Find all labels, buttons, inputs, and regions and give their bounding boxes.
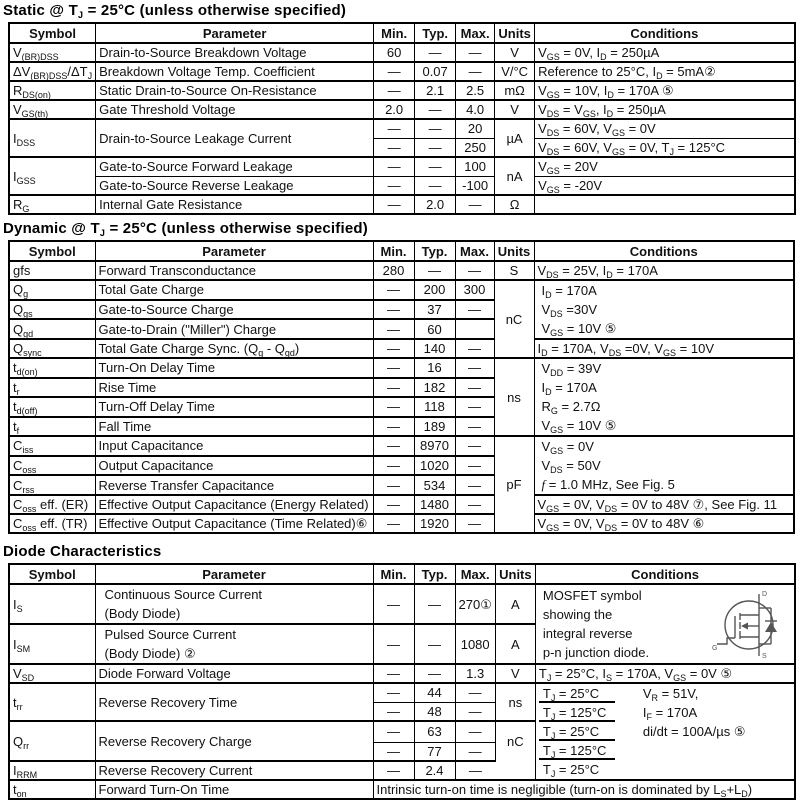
max-cell: — bbox=[455, 702, 495, 721]
column-header-min: Min. bbox=[374, 23, 415, 43]
typ-cell: 16 bbox=[414, 358, 455, 378]
parameter-cell: Drain-to-Source Breakdown Voltage bbox=[96, 43, 374, 62]
table-row bbox=[9, 514, 794, 533]
max-cell: — bbox=[455, 378, 494, 398]
conditions-cell: $I_D = 170A$, $V_{DS} =0V$, $V_{GS} = 10V$ bbox=[534, 339, 794, 358]
max-cell: — bbox=[455, 514, 494, 533]
typ-cell: 0.07 bbox=[415, 62, 456, 81]
parameter-line: (Body Diode) ② bbox=[104, 646, 196, 661]
max-cell: — bbox=[455, 358, 494, 378]
typ-cell: 1920 bbox=[414, 514, 455, 533]
parameter-cell: Drain-to-Source Leakage Current bbox=[96, 119, 374, 157]
symbol-cell: gfs bbox=[9, 261, 95, 280]
min-cell: — bbox=[373, 436, 414, 456]
max-cell: — bbox=[455, 261, 494, 280]
dynamic-header-row bbox=[9, 241, 794, 261]
section-title-diode: Diode Characteristics bbox=[3, 543, 162, 560]
parameter-cell: Total Gate Charge bbox=[95, 280, 373, 300]
table-row bbox=[9, 43, 795, 62]
max-cell: — bbox=[456, 62, 495, 81]
units-cell: mΩ bbox=[495, 81, 535, 100]
conditions-cell bbox=[535, 195, 795, 214]
symbol-cell: $Q_{sync}$ bbox=[9, 339, 95, 358]
parameter-cell: Reverse Transfer Capacitance bbox=[95, 475, 373, 495]
parameter-cell bbox=[95, 584, 373, 624]
units-cell: V bbox=[495, 664, 535, 683]
column-header-conditions: Conditions bbox=[535, 564, 795, 584]
max-cell: — bbox=[455, 475, 494, 495]
parameter-cell: Turn-Off Delay Time bbox=[95, 397, 373, 417]
units-cell: S bbox=[494, 261, 534, 280]
max-cell bbox=[455, 319, 494, 339]
conditions-cell: $V_{GS} = -20V$ bbox=[535, 176, 795, 195]
typ-cell: — bbox=[414, 624, 455, 664]
symbol-cell: $Q_{rr}$ bbox=[9, 721, 95, 761]
min-cell: — bbox=[373, 584, 414, 624]
max-cell: — bbox=[455, 300, 494, 320]
symbol-cell: $t_{d(off)}$ bbox=[9, 397, 95, 417]
parameter-cell: Reverse Recovery Current bbox=[95, 761, 373, 780]
min-cell: — bbox=[373, 319, 414, 339]
symbol-cell: $t_{d(on)}$ bbox=[9, 358, 95, 378]
dynamic-table bbox=[8, 240, 795, 534]
condition-line: $V_{DS} =30V$ bbox=[541, 302, 598, 319]
max-cell: — bbox=[455, 456, 494, 476]
max-cell: — bbox=[455, 742, 495, 761]
column-header-parameter: Parameter bbox=[95, 241, 373, 261]
mosfet-s-label: S bbox=[762, 653, 768, 660]
typ-cell: 182 bbox=[414, 378, 455, 398]
min-cell: — bbox=[373, 664, 414, 683]
condition-line: f = 1.0 MHz, See Fig. 5 bbox=[541, 477, 675, 492]
min-cell: — bbox=[373, 624, 414, 664]
parameter-cell: Rise Time bbox=[95, 378, 373, 398]
condition-line: $R_G = 2.7\Omega$ bbox=[541, 399, 601, 416]
typ-cell: — bbox=[414, 664, 455, 683]
parameter-cell: Gate-to-Source Forward Leakage bbox=[96, 157, 374, 176]
max-cell: — bbox=[455, 417, 494, 437]
parameter-cell: Breakdown Voltage Temp. Coefficient bbox=[96, 62, 374, 81]
min-cell: — bbox=[374, 176, 415, 195]
datasheet-page bbox=[0, 2, 800, 799]
min-cell: — bbox=[373, 456, 414, 476]
parameter-cell: Input Capacitance bbox=[95, 436, 373, 456]
units-cell: ns bbox=[495, 683, 535, 721]
parameter-cell: Gate-to-Source Charge bbox=[95, 300, 373, 320]
column-header-typ: Typ. bbox=[414, 241, 455, 261]
typ-cell: 2.4 bbox=[414, 761, 455, 780]
symbol-cell: $t_r$ bbox=[9, 378, 95, 398]
symbol-cell: $C_{oss}$ bbox=[9, 456, 95, 476]
typ-cell: 63 bbox=[414, 721, 455, 742]
static-header-row bbox=[9, 23, 795, 43]
condition-line: $V_R = 51V$, bbox=[642, 686, 699, 703]
min-cell: — bbox=[374, 119, 415, 138]
column-header-max: Max. bbox=[456, 23, 495, 43]
conditions-cell: $V_{GS} = 10V$, $I_D = 170A$ ⑤ bbox=[535, 81, 795, 100]
max-cell: — bbox=[455, 339, 494, 358]
conditions-cell: $T_J = 25^\circ C$, $I_S = 170A$, $V_{GS} = 0V$ ⑤ bbox=[535, 664, 795, 683]
table-row bbox=[9, 436, 794, 456]
typ-cell: — bbox=[415, 100, 456, 119]
table-row bbox=[9, 280, 794, 300]
min-cell: — bbox=[374, 81, 415, 100]
table-row bbox=[9, 119, 795, 138]
parameter-cell: Effective Output Capacitance (Energy Related) bbox=[95, 495, 373, 514]
min-cell: — bbox=[373, 475, 414, 495]
typ-cell: 200 bbox=[414, 280, 455, 300]
symbol-cell: $\Delta V_{(BR)DSS}/\Delta T_J$ bbox=[9, 62, 96, 81]
parameter-cell: Fall Time bbox=[95, 417, 373, 437]
min-cell: — bbox=[373, 300, 414, 320]
conditions-cell bbox=[534, 280, 794, 339]
recovery-conditions bbox=[539, 684, 792, 779]
typ-cell: 140 bbox=[414, 339, 455, 358]
min-cell: 280 bbox=[373, 261, 414, 280]
table-row bbox=[9, 495, 794, 514]
parameter-cell: Gate-to-Source Reverse Leakage bbox=[96, 176, 374, 195]
units-cell: A bbox=[495, 584, 535, 624]
min-cell: — bbox=[374, 195, 415, 214]
units-cell: µA bbox=[495, 119, 535, 157]
condition-line: MOSFET symbol bbox=[542, 588, 642, 603]
typ-cell: — bbox=[414, 584, 455, 624]
condition-line: showing the bbox=[542, 607, 613, 622]
min-cell: 60 bbox=[374, 43, 415, 62]
column-header-min: Min. bbox=[373, 241, 414, 261]
recovery-shared-conditions bbox=[643, 684, 746, 741]
symbol-cell: $V_{GS(th)}$ bbox=[9, 100, 96, 119]
condition-line: $T_J = 25^\circ C$ bbox=[539, 684, 615, 703]
max-cell: — bbox=[456, 43, 495, 62]
max-cell: 250 bbox=[456, 138, 495, 157]
conditions-cell: $V_{DS} = 60V$, $V_{GS} = 0V$ bbox=[535, 119, 795, 138]
table-row bbox=[9, 157, 795, 176]
units-cell: pF bbox=[494, 436, 534, 533]
parameter-cell: Diode Forward Voltage bbox=[95, 664, 373, 683]
conditions-cell: Reference to 25°C, $I_D$ = 5mA② bbox=[535, 62, 795, 81]
min-cell: — bbox=[373, 721, 414, 742]
units-cell: A bbox=[495, 624, 535, 664]
min-cell: — bbox=[373, 378, 414, 398]
parameter-cell: Internal Gate Resistance bbox=[96, 195, 374, 214]
max-cell: — bbox=[455, 721, 495, 742]
parameter-cell: Reverse Recovery Charge bbox=[95, 721, 373, 761]
min-cell: — bbox=[373, 702, 414, 721]
table-row bbox=[9, 81, 795, 100]
condition-line: integral reverse bbox=[542, 626, 633, 641]
typ-cell: — bbox=[415, 176, 456, 195]
table-row bbox=[9, 261, 794, 280]
typ-cell: 44 bbox=[414, 683, 455, 702]
parameter-line: (Body Diode) bbox=[104, 606, 181, 621]
symbol-cell: $C_{rss}$ bbox=[9, 475, 95, 495]
min-cell: 2.0 bbox=[374, 100, 415, 119]
parameter-cell: Forward Turn-On Time bbox=[95, 780, 373, 799]
units-cell: V bbox=[495, 43, 535, 62]
min-cell: — bbox=[373, 742, 414, 761]
condition-line: $V_{GS} = 0V$ bbox=[541, 439, 594, 456]
typ-cell: 48 bbox=[414, 702, 455, 721]
symbol-cell: $Q_g$ bbox=[9, 280, 95, 300]
min-cell: — bbox=[374, 62, 415, 81]
symbol-cell: $C_{iss}$ bbox=[9, 436, 95, 456]
symbol-cell: $C_{oss}$ eff. (TR) bbox=[9, 514, 95, 533]
units-cell: nC bbox=[495, 721, 535, 761]
min-cell: — bbox=[373, 417, 414, 437]
units-cell: Ω bbox=[495, 195, 535, 214]
max-cell: — bbox=[455, 397, 494, 417]
typ-cell: 37 bbox=[414, 300, 455, 320]
conditions-cell: $V_{GS} = 0V$, $V_{DS} = 0V$ to 48V ⑥ bbox=[534, 514, 794, 533]
condition-line: $T_J = 125^\circ C$ bbox=[539, 703, 615, 722]
table-row bbox=[9, 100, 795, 119]
table-row bbox=[9, 62, 795, 81]
condition-line: $I_F = 170A$ bbox=[642, 705, 698, 722]
condition-line: $V_{DS} = 50V$ bbox=[541, 458, 601, 475]
column-header-min: Min. bbox=[373, 564, 414, 584]
symbol-cell: $t_f$ bbox=[9, 417, 95, 437]
max-cell: -100 bbox=[456, 176, 495, 195]
table-row bbox=[9, 339, 794, 358]
typ-cell: — bbox=[415, 157, 456, 176]
max-cell: 300 bbox=[455, 280, 494, 300]
symbol-cell: $V_{(BR)DSS}$ bbox=[9, 43, 96, 62]
diode-table bbox=[8, 563, 796, 800]
parameter-line: Pulsed Source Current bbox=[104, 627, 237, 642]
column-header-conditions: Conditions bbox=[535, 23, 795, 43]
typ-cell: — bbox=[415, 43, 456, 62]
condition-line: $V_{GS} = 10V$ ⑤ bbox=[541, 418, 617, 435]
conditions-cell bbox=[534, 358, 794, 436]
units-cell: V bbox=[495, 100, 535, 119]
units-cell: ns bbox=[494, 358, 534, 436]
typ-cell: — bbox=[415, 138, 456, 157]
min-cell: — bbox=[373, 495, 414, 514]
units-cell: nA bbox=[495, 157, 535, 195]
typ-cell: 1020 bbox=[414, 456, 455, 476]
max-cell: 4.0 bbox=[456, 100, 495, 119]
max-cell: — bbox=[455, 436, 494, 456]
parameter-cell: Output Capacitance bbox=[95, 456, 373, 476]
units-cell: V/°C bbox=[495, 62, 535, 81]
table-row bbox=[9, 683, 795, 702]
max-cell: 2.5 bbox=[456, 81, 495, 100]
column-header-units: Units bbox=[495, 23, 535, 43]
column-header-units: Units bbox=[494, 241, 534, 261]
condition-line: $V_{GS} = 10V$ ⑤ bbox=[541, 321, 617, 338]
table-row bbox=[9, 664, 795, 683]
column-header-max: Max. bbox=[455, 564, 495, 584]
conditions-cell: $V_{DS} = V_{GS}$, $I_D = 250\mu A$ bbox=[535, 100, 795, 119]
symbol-cell: $I_{RRM}$ bbox=[9, 761, 95, 780]
min-cell: — bbox=[373, 761, 414, 780]
conditions-cell: $V_{GS} = 0V$, $I_D = 250\mu A$ bbox=[535, 43, 795, 62]
table-row bbox=[9, 358, 794, 378]
symbol-cell: $Q_{gs}$ bbox=[9, 300, 95, 320]
min-cell: — bbox=[373, 339, 414, 358]
typ-cell: 118 bbox=[414, 397, 455, 417]
column-header-typ: Typ. bbox=[415, 23, 456, 43]
symbol-cell: $V_{SD}$ bbox=[9, 664, 95, 683]
column-header-symbol: Symbol bbox=[9, 23, 96, 43]
symbol-cell: $t_{rr}$ bbox=[9, 683, 95, 721]
condition-line: $T_J = 25^\circ C$ bbox=[542, 762, 600, 779]
min-cell: — bbox=[374, 138, 415, 157]
table-row bbox=[9, 195, 795, 214]
min-cell: — bbox=[373, 683, 414, 702]
mosfet-d-label: D bbox=[762, 591, 768, 598]
section-title-dynamic: Dynamic @ $T_J = 25^\circ C$ (unless otherwise specified) bbox=[3, 220, 368, 238]
mosfet-g-label: G bbox=[712, 645, 718, 652]
body-diode-note bbox=[539, 586, 792, 662]
conditions-cell bbox=[535, 683, 795, 780]
symbol-cell: $I_{GSS}$ bbox=[9, 157, 96, 195]
diode-header-row bbox=[9, 564, 795, 584]
static-table bbox=[8, 22, 796, 215]
column-header-parameter: Parameter bbox=[96, 23, 374, 43]
parameter-cell: Effective Output Capacitance (Time Related)⑥ bbox=[95, 514, 373, 533]
max-cell: — bbox=[455, 495, 494, 514]
symbol-cell: $t_{on}$ bbox=[9, 780, 95, 799]
conditions-cell: $V_{GS} = 20V$ bbox=[535, 157, 795, 176]
min-cell: — bbox=[374, 157, 415, 176]
parameter-cell: Reverse Recovery Time bbox=[95, 683, 373, 721]
parameter-line: Continuous Source Current bbox=[104, 587, 263, 602]
typ-cell: 1480 bbox=[414, 495, 455, 514]
condition-line: $V_{DD} = 39V$ bbox=[541, 361, 602, 378]
typ-cell: 534 bbox=[414, 475, 455, 495]
min-cell: — bbox=[373, 358, 414, 378]
typ-cell: 8970 bbox=[414, 436, 455, 456]
typ-cell: 189 bbox=[414, 417, 455, 437]
typ-cell: 2.0 bbox=[415, 195, 456, 214]
column-header-conditions: Conditions bbox=[534, 241, 794, 261]
typ-cell: 2.1 bbox=[415, 81, 456, 100]
condition-line: di/dt = 100A/µs ⑤ bbox=[642, 724, 746, 739]
parameter-cell: Gate Threshold Voltage bbox=[96, 100, 374, 119]
symbol-cell: $Q_{gd}$ bbox=[9, 319, 95, 339]
max-cell: — bbox=[455, 761, 495, 780]
condition-line: $I_D = 170A$ bbox=[541, 283, 597, 300]
column-header-symbol: Symbol bbox=[9, 564, 95, 584]
symbol-cell: $R_{DS(on)}$ bbox=[9, 81, 96, 100]
max-cell: 1.3 bbox=[455, 664, 495, 683]
parameter-cell: Total Gate Charge Sync. $(Q_g - Q_{gd})$ bbox=[95, 339, 373, 358]
max-cell: 270① bbox=[455, 584, 495, 624]
column-header-parameter: Parameter bbox=[95, 564, 373, 584]
parameter-cell bbox=[95, 624, 373, 664]
conditions-cell bbox=[535, 584, 795, 664]
table-row bbox=[9, 584, 795, 624]
turn-on-note-cell: Intrinsic turn-on time is negligible (turn-on is dominated by $L_S+L_D$) bbox=[373, 780, 795, 799]
typ-cell: 60 bbox=[414, 319, 455, 339]
typ-cell: — bbox=[415, 119, 456, 138]
parameter-cell: Turn-On Delay Time bbox=[95, 358, 373, 378]
max-cell: — bbox=[456, 195, 495, 214]
typ-cell: 77 bbox=[414, 742, 455, 761]
parameter-cell: Static Drain-to-Source On-Resistance bbox=[96, 81, 374, 100]
symbol-cell: $C_{oss}$ eff. (ER) bbox=[9, 495, 95, 514]
symbol-cell: $I_S$ bbox=[9, 584, 95, 624]
min-cell: — bbox=[373, 280, 414, 300]
column-header-units: Units bbox=[495, 564, 535, 584]
section-title-static: Static @ $T_J = 25^\circ C$ (unless otherwise specified) bbox=[3, 2, 347, 20]
condition-line: $T_J = 25^\circ C$ bbox=[539, 722, 615, 741]
parameter-cell: Forward Transconductance bbox=[95, 261, 373, 280]
symbol-cell: $I_{DSS}$ bbox=[9, 119, 96, 157]
max-cell: — bbox=[455, 683, 495, 702]
condition-line: $I_D = 170A$ bbox=[541, 380, 597, 397]
units-cell: nC bbox=[494, 280, 534, 358]
min-cell: — bbox=[373, 397, 414, 417]
conditions-cell: $V_{GS} = 0V$, $V_{DS} = 0V$ to 48V ⑦, See Fig. 11 bbox=[534, 495, 794, 514]
column-header-symbol: Symbol bbox=[9, 241, 95, 261]
max-cell: 20 bbox=[456, 119, 495, 138]
column-header-typ: Typ. bbox=[414, 564, 455, 584]
max-cell: 100 bbox=[456, 157, 495, 176]
parameter-cell: Gate-to-Drain ("Miller") Charge bbox=[95, 319, 373, 339]
symbol-cell: $R_G$ bbox=[9, 195, 96, 214]
condition-line: $T_J = 125^\circ C$ bbox=[539, 741, 615, 760]
typ-cell: — bbox=[414, 261, 455, 280]
conditions-cell bbox=[534, 436, 794, 495]
mosfet-symbol-diagram bbox=[711, 588, 789, 660]
condition-line: p-n junction diode. bbox=[542, 645, 650, 660]
symbol-cell: $I_{SM}$ bbox=[9, 624, 95, 664]
table-row bbox=[9, 176, 795, 195]
conditions-cell: $V_{DS} = 60V$, $V_{GS} = 0V$, $T_J = 125^\circ C$ bbox=[535, 138, 795, 157]
conditions-cell: $V_{DS} = 25V$, $I_D = 170A$ bbox=[534, 261, 794, 280]
min-cell: — bbox=[373, 514, 414, 533]
max-cell: 1080 bbox=[455, 624, 495, 664]
column-header-max: Max. bbox=[455, 241, 494, 261]
